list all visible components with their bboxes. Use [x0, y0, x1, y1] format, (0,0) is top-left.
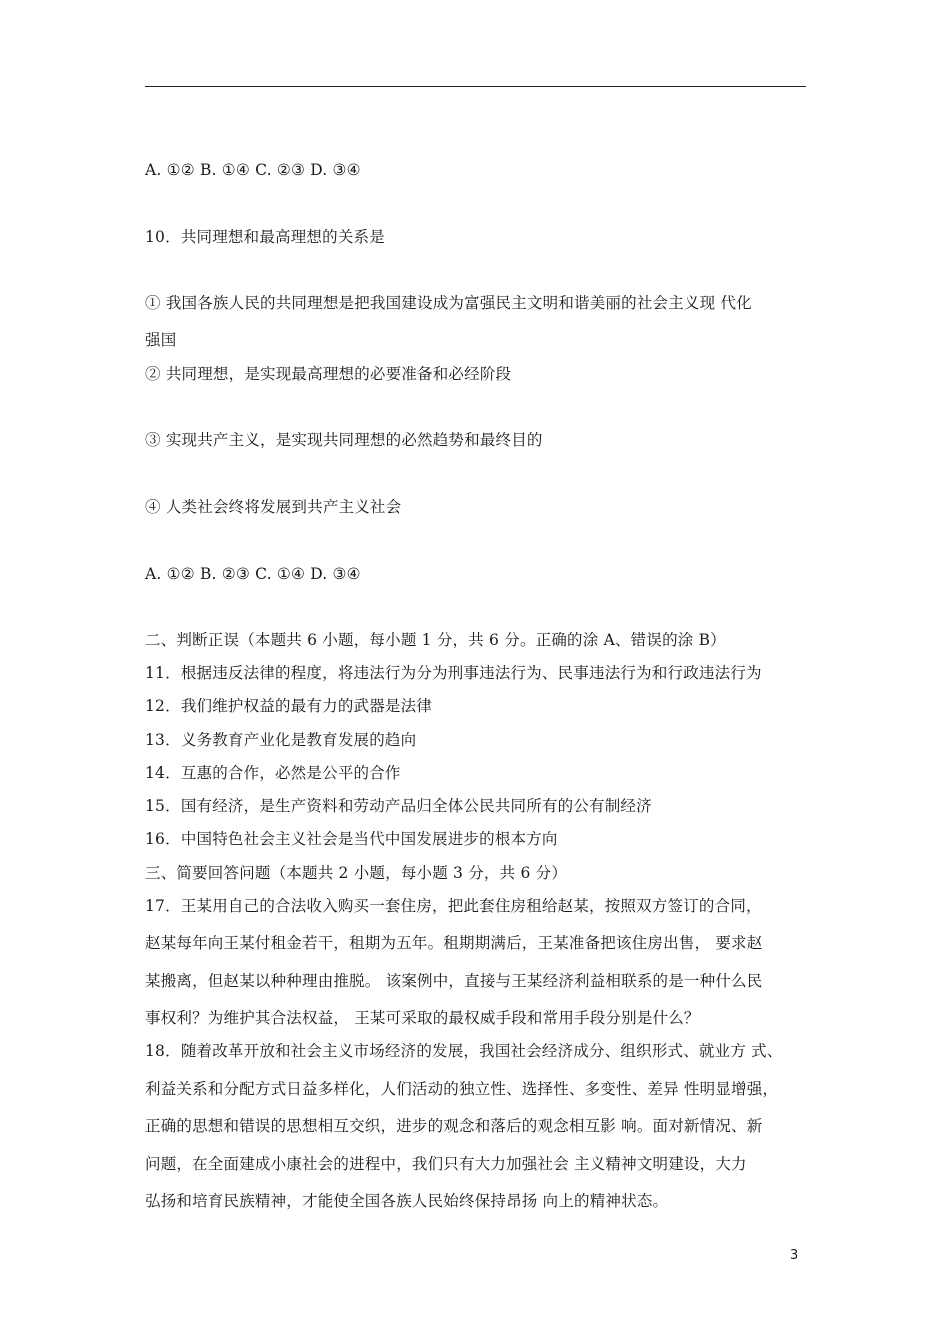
- q10-options: A. ①② B. ②③ C. ①④ D. ③④: [145, 565, 361, 583]
- q18-line-3: 正确的思想和错误的思想相互交织，进步的观念和落后的观念相互影 响。面对新情况、新: [145, 1117, 763, 1135]
- q18-line-5: 弘扬和培育民族精神，才能使全国各族人民始终保持昂扬 向上的精神状态。: [145, 1192, 669, 1210]
- q9-options: A. ①② B. ①④ C. ②③ D. ③④: [145, 161, 361, 179]
- q10-statement-4: ④ 人类社会终将发展到共产主义社会: [145, 498, 402, 516]
- q10-statement-1-cont: 强国: [145, 331, 177, 349]
- q12: 12．我们维护权益的最有力的武器是法律: [145, 697, 433, 715]
- q14: 14．互惠的合作，必然是公平的合作: [145, 764, 401, 782]
- q10-statement-3: ③ 实现共产主义，是实现共同理想的必然趋势和最终目的: [145, 431, 543, 449]
- q10-statement-2: ② 共同理想，是实现最高理想的必要准备和必经阶段: [145, 365, 512, 383]
- q15: 15．国有经济，是生产资料和劳动产品归全体公民共同所有的公有制经济: [145, 797, 652, 815]
- q18-line-4: 问题，在全面建成小康社会的进程中，我们只有大力加强社会 主义精神文明建设，大力: [145, 1155, 747, 1173]
- q13: 13．义务教育产业化是教育发展的趋向: [145, 731, 417, 749]
- q10-stem: 10．共同理想和最高理想的关系是: [145, 228, 385, 246]
- q16: 16．中国特色社会主义社会是当代中国发展进步的根本方向: [145, 830, 558, 848]
- header-rule: [145, 86, 806, 87]
- q11: 11．根据违反法律的程度，将违法行为分为刑事违法行为、民事违法行为和行政违法行为: [145, 664, 762, 682]
- section-3-heading: 三、简要回答问题（本题共 2 小题，每小题 3 分，共 6 分）: [145, 864, 568, 882]
- q10-statement-1: ① 我国各族人民的共同理想是把我国建设成为富强民主文明和谐美丽的社会主义现 代化: [145, 294, 752, 312]
- q18-line-2: 利益关系和分配方式日益多样化，人们活动的独立性、选择性、多变性、差异 性明显增强，: [145, 1080, 779, 1098]
- q17-line-1: 17．王某用自己的合法收入购买一套住房，把此套住房租给赵某，按照双方签订的合同，: [145, 897, 762, 915]
- q17-line-2: 赵某每年向王某付租金若干，租期为五年。租期期满后，王某准备把该住房出售， 要求赵: [145, 934, 763, 952]
- page-number: 3: [790, 1248, 799, 1263]
- q17-line-3: 某搬离，但赵某以种种理由推脱。 该案例中，直接与王某经济利益相联系的是一种什么民: [145, 972, 763, 990]
- q18-line-1: 18．随着改革开放和社会主义市场经济的发展，我国社会经济成分、组织形式、就业方 式、: [145, 1042, 783, 1060]
- q17-line-4: 事权利？为维护其合法权益， 王某可采取的最权威手段和常用手段分别是什么？: [145, 1009, 700, 1027]
- section-2-heading: 二、判断正误（本题共 6 小题，每小题 1 分，共 6 分。正确的涂 A、错误的涂 B）: [145, 631, 726, 649]
